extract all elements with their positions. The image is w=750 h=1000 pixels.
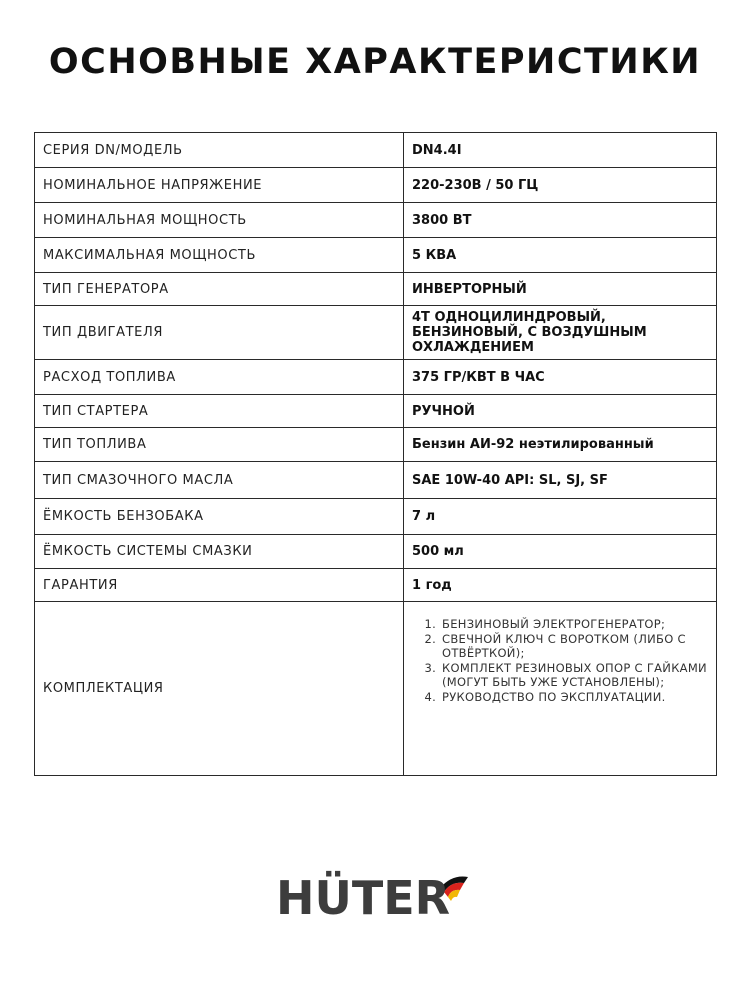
spec-value: РУЧНОЙ <box>404 395 717 428</box>
spec-label: НОМИНАЛЬНАЯ МОЩНОСТЬ <box>35 203 404 238</box>
table-row <box>35 462 717 499</box>
spec-value: 7 л <box>404 499 717 535</box>
spec-label: ТИП ГЕНЕРАТОРА <box>35 273 404 306</box>
spec-label: ГАРАНТИЯ <box>35 569 404 602</box>
table-row <box>35 238 717 273</box>
spec-label: ТИП СМАЗОЧНОГО МАСЛА <box>35 462 404 499</box>
spec-value: DN4.4I <box>404 133 717 168</box>
spec-value: ИНВЕРТОРНЫЙ <box>404 273 717 306</box>
spec-label: РАСХОД ТОПЛИВА <box>35 360 404 395</box>
spec-value: 1 год <box>404 569 717 602</box>
spec-value: 5 КВА <box>404 238 717 273</box>
table-row <box>35 203 717 238</box>
table-row <box>35 499 717 535</box>
huter-logo <box>268 868 488 928</box>
spec-value: 500 мл <box>404 535 717 569</box>
list-item: 4. РУКОВОДСТВО ПО ЭКСПЛУАТАЦИИ. <box>440 690 708 705</box>
list-item: 1. БЕНЗИНОВЫЙ ЭЛЕКТРОГЕНЕРАТОР; <box>440 617 708 632</box>
table-row <box>35 306 717 360</box>
page-title: ОСНОВНЫЕ ХАРАКТЕРИСТИКИ <box>48 42 702 82</box>
table-row <box>35 602 717 776</box>
kit-label: КОМПЛЕКТАЦИЯ <box>35 602 404 776</box>
spec-label: ТИП СТАРТЕРА <box>35 395 404 428</box>
spec-value: 375 ГР/КВТ В ЧАС <box>404 360 717 395</box>
table-row <box>35 569 717 602</box>
table-row <box>35 360 717 395</box>
table-row <box>35 168 717 203</box>
spec-label: ТИП ДВИГАТЕЛЯ <box>35 306 404 360</box>
spec-label: ТИП ТОПЛИВА <box>35 428 404 462</box>
spec-value: 3800 ВТ <box>404 203 717 238</box>
spec-value: SAE 10W-40 API: SL, SJ, SF <box>404 462 717 499</box>
spec-label: ЁМКОСТЬ СИСТЕМЫ СМАЗКИ <box>35 535 404 569</box>
spec-label: СЕРИЯ DN/МОДЕЛЬ <box>35 133 404 168</box>
table-row <box>35 395 717 428</box>
spec-value: 4Т ОДНОЦИЛИНДРОВЫЙ, БЕНЗИНОВЫЙ, С ВОЗДУШНЫМ ОХЛАЖДЕНИЕМ <box>404 306 717 360</box>
brand-name: HÜTER <box>276 871 451 925</box>
spec-label: МАКСИМАЛЬНАЯ МОЩНОСТЬ <box>35 238 404 273</box>
kit-list <box>410 617 708 704</box>
specs-table <box>34 132 717 776</box>
table-row <box>35 273 717 306</box>
list-item: 3. КОМПЛЕКТ РЕЗИНОВЫХ ОПОР С ГАЙКАМИ (МОГУТ БЫТЬ УЖЕ УСТАНОВЛЕНЫ); <box>440 661 708 690</box>
kit-contents <box>404 602 717 776</box>
spec-value: Бензин АИ-92 неэтилированный <box>404 428 717 462</box>
spec-label: НОМИНАЛЬНОЕ НАПРЯЖЕНИЕ <box>35 168 404 203</box>
list-item: 2. СВЕЧНОЙ КЛЮЧ С ВОРОТКОМ (ЛИБО С ОТВЁРТКОЙ); <box>440 632 708 661</box>
spec-value: 220-230В / 50 ГЦ <box>404 168 717 203</box>
table-row <box>35 428 717 462</box>
table-row <box>35 535 717 569</box>
table-row <box>35 133 717 168</box>
spec-label: ЁМКОСТЬ БЕНЗОБАКА <box>35 499 404 535</box>
